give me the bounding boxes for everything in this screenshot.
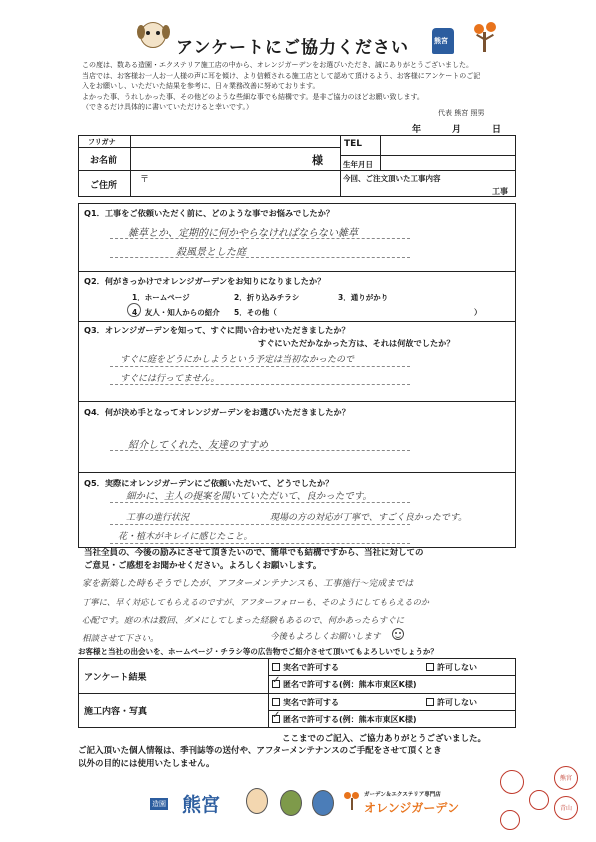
- q2-text: Q2．何がきっかけでオレンジガーデンをお知りになりましたか？: [84, 276, 326, 286]
- gardener-mascot-icon: [280, 790, 302, 816]
- signature: 代表 熊宮 照男: [438, 109, 485, 117]
- q1-answer[interactable]: 雑草とか、定期的に何かやらなければならない雑草: [128, 228, 358, 239]
- intro-line: （できるだけ具体的に書いていただけると幸いです。）: [82, 103, 253, 111]
- date-day: 日: [492, 125, 502, 135]
- q4-answer[interactable]: 紹介してくれた、友達のすすめ: [128, 440, 269, 451]
- checkbox-checked[interactable]: [272, 715, 280, 723]
- option-label: 匿名で許可する(例：熊本市東区K様): [283, 715, 417, 724]
- feedback-prompt: [84, 547, 424, 573]
- intro-line: この度は、数ある造園・エクステリア施工店の中から、オレンジガーデンをお選びいただき、誠にありがとうございました。: [82, 61, 474, 69]
- intro-line: 当店では、お客様お一人お一人様の声に耳を傾け、より信頼される施工店として認めて頂けるよう、お客様にアンケートのご記: [82, 71, 481, 80]
- q2-option-passing[interactable]: 3．通りがかり: [338, 293, 389, 302]
- date-month: 月: [452, 125, 462, 135]
- checkbox-checked[interactable]: [272, 680, 280, 688]
- kumamiya-badge-icon: [432, 28, 454, 54]
- consent-photos-no[interactable]: [426, 697, 477, 708]
- dog-mascot-icon: [140, 22, 166, 48]
- feedback-answer[interactable]: 家を新築した時もそうでしたが、アフターメンテナンスも、工事施行～完成までは: [82, 579, 414, 589]
- privacy-line: ご記入頂いた個人情報は、季刊誌等の送付や、アフターメンテナンスのご手配をさせて頂くとき: [78, 746, 442, 756]
- option-label: 実名で許可する: [283, 663, 339, 672]
- checkbox[interactable]: [272, 698, 280, 706]
- intro-line: 入をお願いし、いただいた結果を参考に、日々業務改善に努めております。: [82, 82, 320, 90]
- q3-answer[interactable]: すぐには行ってません。: [120, 374, 220, 384]
- consent-survey-real[interactable]: [272, 662, 339, 673]
- approval-stamp: [500, 770, 524, 794]
- q5-answer[interactable]: 現場の方の対応が丁寧で、すごく良かったです。: [270, 513, 468, 523]
- approval-stamp: [554, 766, 578, 790]
- orange-tree-icon: [470, 22, 500, 54]
- address-field[interactable]: [150, 172, 338, 196]
- q4-text: Q4．何が決め手となってオレンジガーデンをお選びいただきましたか？: [84, 407, 350, 417]
- q2-option-other-close: ）: [474, 308, 482, 317]
- consent-survey-anon[interactable]: [272, 679, 417, 690]
- orange-tree-logo-icon: [344, 792, 360, 810]
- name-label: お名前: [90, 156, 118, 166]
- tel-field[interactable]: [382, 136, 514, 154]
- furigana-label: フリガナ: [88, 138, 116, 146]
- worker-mascot-icon: [246, 788, 268, 814]
- consent-label-survey: アンケート結果: [84, 673, 147, 683]
- page-title: アンケートにご協力ください: [176, 38, 409, 58]
- postal-mark: 〒: [140, 175, 150, 185]
- q1-answer[interactable]: 殺風景とした庭: [176, 247, 246, 258]
- address-label: ご住所: [90, 181, 118, 191]
- option-label: 匿名で許可する(例：熊本市東区K様): [283, 680, 417, 689]
- approval-stamp: [529, 790, 549, 810]
- name-field[interactable]: [132, 148, 338, 169]
- intro-line: よかった事、うれしかった事、その他どのような些細な事でも結構です。是非ご協力のほどお願い致します。: [82, 92, 424, 101]
- date-year: 年: [412, 125, 422, 135]
- thanks-text: ここまでのご記入、ご協力ありがとうございました。: [282, 734, 487, 744]
- option-label: 実名で許可する: [283, 698, 339, 707]
- gardener-mascot-icon: [312, 790, 334, 816]
- feedback-prompt-line: ご意見・ご感想をお聞かせください。よろしくお願いします。: [84, 561, 322, 571]
- tel-label: TEL: [344, 139, 363, 149]
- q2-selected-mark: [127, 303, 141, 317]
- koji-label: 工事: [492, 187, 508, 196]
- smiley-icon: [392, 628, 404, 640]
- q5-answer[interactable]: 細かに、主人の提案を聞いていただいて、良かったです。: [126, 491, 373, 502]
- q2-option-referral[interactable]: 4．友人・知人からの紹介: [132, 308, 220, 317]
- q5-answer[interactable]: 工事の進行状況: [126, 513, 190, 523]
- q3-answer[interactable]: すぐに庭をどうにかしようという予定は当初なかったので: [120, 355, 355, 365]
- intro-text: [82, 60, 480, 113]
- checkbox[interactable]: [272, 663, 280, 671]
- feedback-prompt-line: 当社全員の、今後の励みにさせて頂きたいので、簡単でも結構ですから、当社に対しての: [84, 548, 424, 558]
- q1-text: Q1．工事をご依頼いただく前に、どのような事でお悩みでしたか？: [84, 208, 335, 218]
- approval-stamp: [554, 796, 578, 820]
- feedback-answer[interactable]: 相談させて下さい。: [82, 634, 159, 644]
- approval-stamp: [500, 810, 520, 830]
- q2-option-homepage[interactable]: 1．ホームページ: [132, 293, 190, 302]
- logo-sub: 造園: [152, 800, 166, 808]
- privacy-line: 以外の目的には使用いたしません。: [78, 759, 215, 769]
- q5-answer[interactable]: 花・植木がキレイに感じたこと。: [118, 532, 253, 542]
- orange-garden-logo: オレンジガーデン: [364, 801, 460, 815]
- option-label: 許可しない: [437, 698, 477, 707]
- logo-main: 熊宮: [182, 794, 221, 816]
- q3-text: Q3．オレンジガーデンを知って、すぐに問い合わせいただきましたか？: [84, 325, 350, 335]
- checkbox[interactable]: [426, 663, 434, 671]
- stamp-text: 熊宮: [559, 775, 572, 782]
- consent-photos-anon[interactable]: [272, 714, 417, 725]
- work-content-label: 今回、ご注文頂いた工事内容: [343, 174, 441, 183]
- consent-photos-real[interactable]: [272, 697, 339, 708]
- stamp-text: 青山: [559, 805, 572, 812]
- orange-garden-logo-sub: ガーデン＆エクステリア専門店: [364, 792, 441, 798]
- q2-option-flyer[interactable]: 2．折り込みチラシ: [234, 293, 300, 302]
- badge-text: 熊宮: [434, 37, 448, 45]
- sama-label: 様: [312, 154, 323, 167]
- consent-label-photos: 施工内容・写真: [84, 707, 148, 717]
- feedback-answer[interactable]: 今後もよろしくお願いします: [270, 632, 381, 642]
- feedback-answer[interactable]: 心配です。庭の木は数回、ダメにしてしまった経験もあるので、何かあったらすぐに: [82, 616, 405, 626]
- q2-option-other[interactable]: 5．その他（: [234, 308, 277, 317]
- option-label: 許可しない: [437, 663, 477, 672]
- consent-survey-no[interactable]: [426, 662, 477, 673]
- q5-text: Q5．実際にオレンジガーデンにご依頼いただいて、どうでしたか？: [84, 478, 334, 488]
- checkbox[interactable]: [426, 698, 434, 706]
- feedback-answer[interactable]: 丁寧に、早く対応してもらえるのですが、アフターフォローも、そのようにしてもらえるのか: [82, 597, 430, 607]
- consent-prompt: お客様と当社の出会いを、ホームページ・チラシ等の広告物でご紹介させて頂いてもよろしいでしょうか？: [78, 647, 438, 656]
- birth-label: 生年月日: [343, 160, 373, 169]
- q3-subtext: すぐにいただかなかった方は、それは何故でしたか？: [258, 338, 455, 348]
- privacy-text: [78, 745, 442, 771]
